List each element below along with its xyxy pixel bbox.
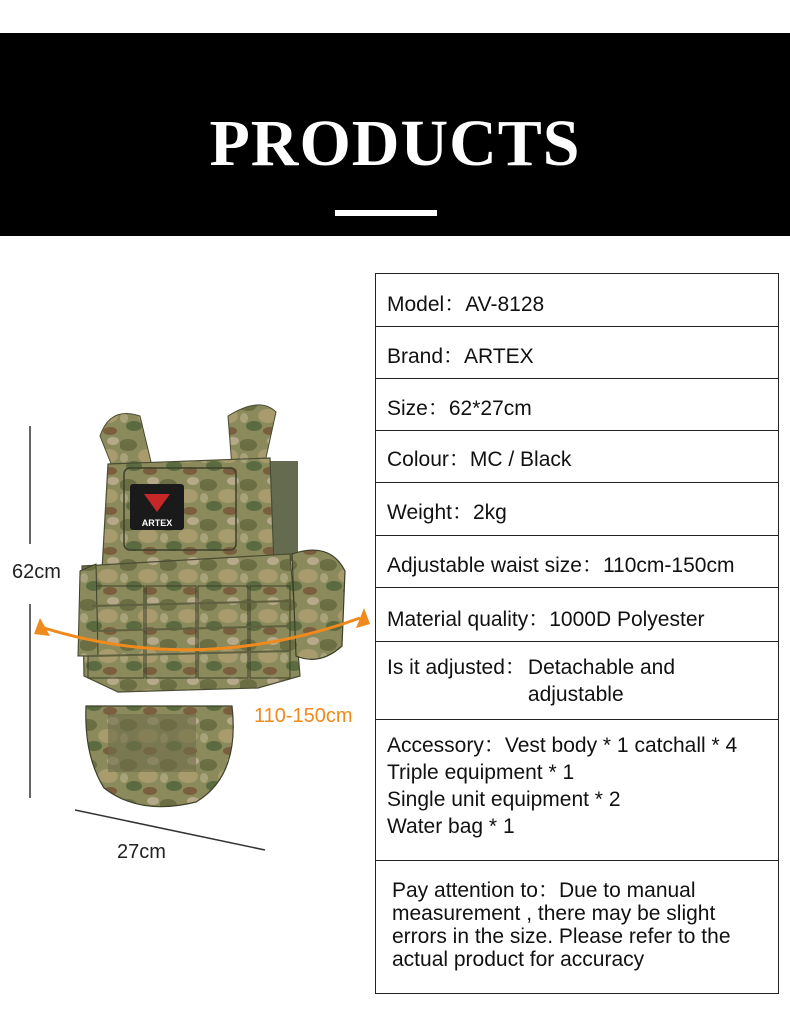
spec-value: 110cm-150cm <box>602 554 735 577</box>
spec-value: 2kg <box>472 501 507 524</box>
spec-value-line: adjustable <box>527 683 624 706</box>
spec-row-waist <box>376 536 778 588</box>
spec-value: ARTEX <box>464 345 534 368</box>
width-dimension-line <box>75 810 265 850</box>
spec-label: Accessory ： <box>387 734 505 757</box>
waist-range-label: 110-150cm <box>254 705 353 727</box>
product-image-area <box>0 236 370 1032</box>
vest-illustration <box>0 236 370 1032</box>
spec-row-model <box>376 274 778 327</box>
accessory-line: Single unit equipment * 2 <box>387 788 621 811</box>
spec-label: Colour ： <box>387 448 470 471</box>
spec-row-material <box>376 588 778 642</box>
spec-label: Pay attention to ： <box>392 879 559 902</box>
spec-value-line: Detachable and <box>527 656 676 679</box>
note-line: errors in the size. Please refer to the <box>392 925 731 948</box>
note-line: measurement , there may be slight <box>392 902 716 925</box>
spec-value: AV-8128 <box>465 293 545 316</box>
width-label: 27cm <box>117 841 166 863</box>
spec-label: Brand ： <box>387 345 464 368</box>
spec-row-note <box>376 861 778 993</box>
spec-row-colour <box>376 431 778 483</box>
accessory-line: Water bag * 1 <box>387 815 515 838</box>
spec-label: Material quality ： <box>387 608 549 631</box>
banner-underline <box>335 210 437 216</box>
height-label: 62cm <box>12 561 61 583</box>
patch-text: ARTEX <box>141 518 173 528</box>
spec-label: Model ： <box>387 293 465 316</box>
waist-arrow-left <box>34 618 50 636</box>
spec-value: 62*27cm <box>448 397 532 420</box>
spec-value: MC / Black <box>469 448 572 471</box>
spec-value: 1000D Polyester <box>549 608 705 631</box>
accessory-line: Vest body * 1 catchall * 4 <box>504 734 738 757</box>
note-line: actual product for accuracy <box>392 948 645 971</box>
spec-table <box>375 273 779 994</box>
spec-row-adjusted <box>376 642 778 720</box>
spec-row-brand <box>376 327 778 379</box>
note-line: Due to manual <box>558 879 696 902</box>
spec-row-weight <box>376 483 778 536</box>
spec-label: Is it adjusted ： <box>387 656 526 679</box>
spec-label: Adjustable waist size ： <box>387 554 603 577</box>
banner-title: PRODUCTS <box>209 107 581 180</box>
spec-row-size <box>376 379 778 431</box>
spec-row-accessory <box>376 720 778 861</box>
products-banner <box>0 33 790 236</box>
spec-label: Weight ： <box>387 501 473 524</box>
accessory-line: Triple equipment * 1 <box>387 761 575 784</box>
spec-label: Size ： <box>387 397 449 420</box>
